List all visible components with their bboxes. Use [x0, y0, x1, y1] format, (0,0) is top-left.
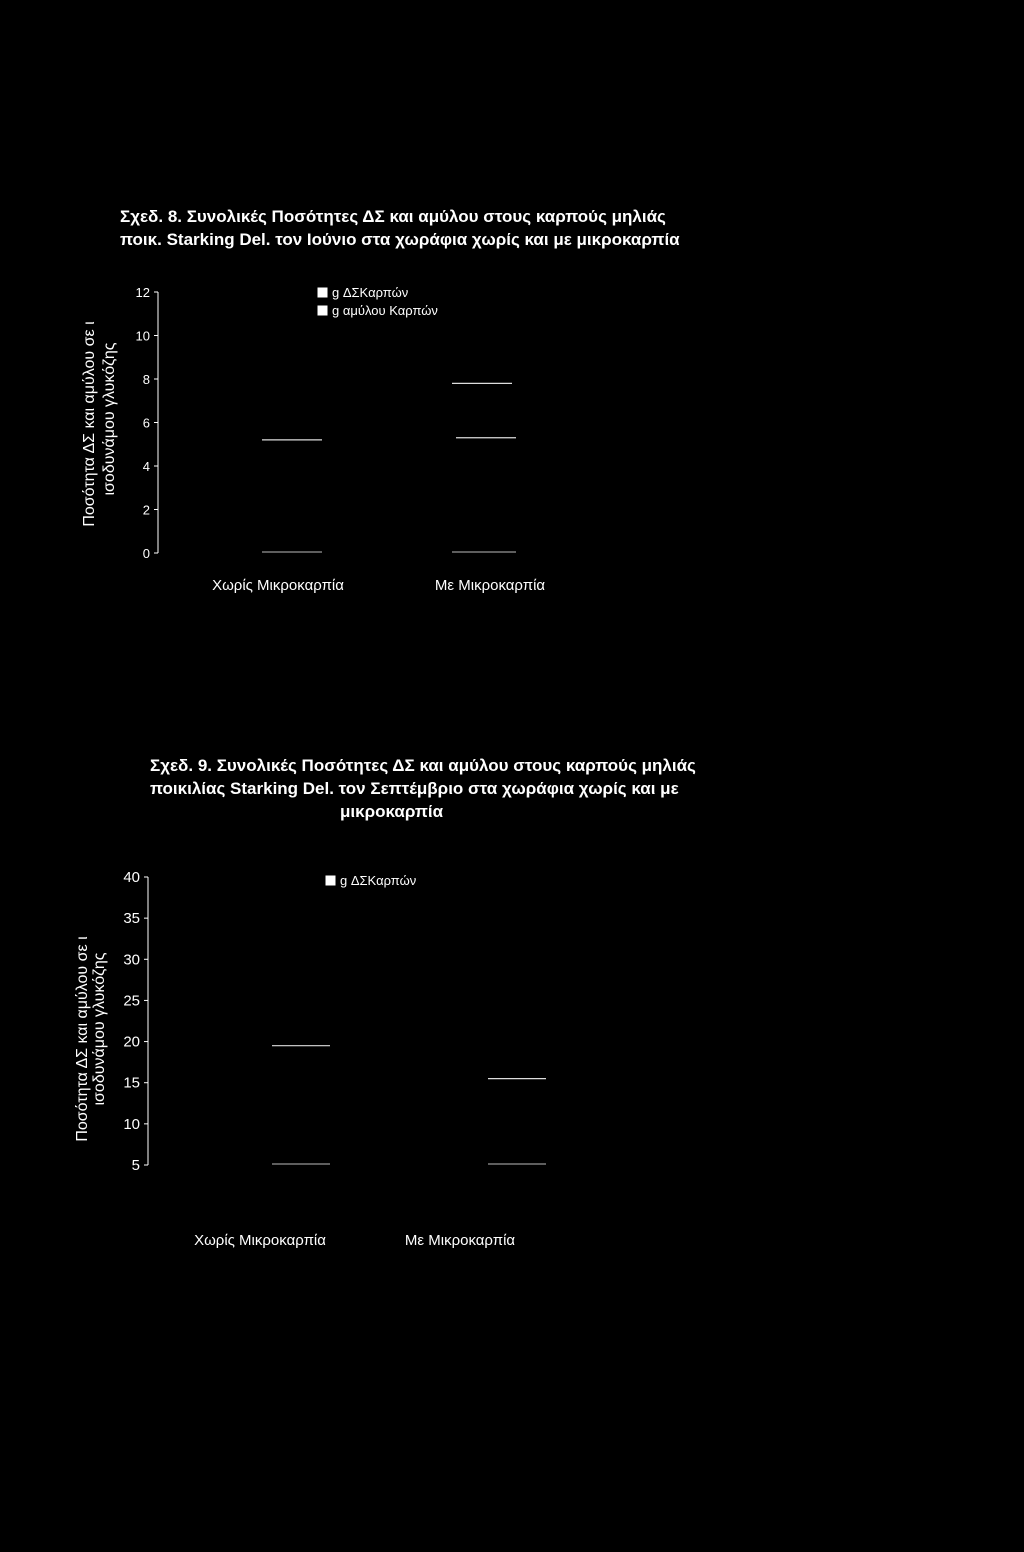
- chart1-tick-label: 6: [142, 415, 150, 431]
- chart2-tick-label: 20: [123, 1033, 140, 1051]
- chart1-ylabel-line1: Ποσότητα ΔΣ και αμύλου σε ι: [81, 321, 98, 527]
- chart2-title-line1: Σχεδ. 9. Συνολικές Ποσότητες ΔΣ και αμύλου στους καρπούς μηλιάς: [150, 756, 696, 775]
- chart1-tick-label: 12: [135, 285, 150, 300]
- chart1-title-line2: ποικ. Starking Del. τον Ιούνιο στα χωράφια χωρίς και με μικροκαρπία: [120, 230, 680, 249]
- chart1-tick-label: 4: [142, 459, 150, 474]
- chart2-tick-label: 40: [123, 869, 140, 886]
- chart1-ylabel-line2: ισοδυνάμου γλυκόζης: [101, 342, 118, 496]
- chart1-tick-label: 10: [135, 328, 150, 344]
- chart1-title-line1: Σχεδ. 8. Συνολικές Ποσότητες ΔΣ και αμύλου στους καρπούς μηλιάς: [120, 207, 666, 226]
- chart2-tick-label: 25: [123, 992, 140, 1010]
- chart1-legend-swatch: [318, 288, 327, 297]
- chart1-legend-label: g ΔΣΚαρπών: [332, 285, 409, 300]
- chart1-tick-label: 2: [142, 502, 150, 518]
- chart2-tick-label: 5: [131, 1157, 140, 1174]
- chart2-tick-label: 15: [123, 1074, 140, 1092]
- chart1-category-label: Χωρίς Μικροκαρπία: [212, 577, 344, 594]
- chart2-ylabel-line1: Ποσότητα ΔΣ και αμύλου σε ι: [74, 936, 91, 1142]
- chart2-title-line3: μικροκαρπία: [340, 802, 444, 821]
- chart2-tick-label: 10: [123, 1115, 140, 1133]
- chart2-title-line2: ποικιλίας Starking Del. τον Σεπτέμβριο στα χωράφια χωρίς και με: [150, 779, 679, 798]
- chart1-legend-swatch: [318, 306, 327, 315]
- chart2-ylabel-line2: ισοδυνάμου γλυκόζης: [91, 952, 108, 1106]
- chart2-tick-label: 35: [123, 910, 140, 928]
- chart2-category-label: Χωρίς Μικροκαρπία: [194, 1232, 326, 1249]
- chart1-legend-label: g αμύλου Καρπών: [332, 303, 438, 318]
- chart2-legend-swatch: [326, 876, 335, 885]
- chart1-category-label: Με Μικροκαρπία: [434, 577, 546, 594]
- chart1-tick-label: 0: [142, 546, 150, 561]
- chart2-legend-label: g ΔΣΚαρπών: [340, 873, 417, 888]
- chart2-category-label: Με Μικροκαρπία: [404, 1232, 516, 1249]
- chart2-tick-label: 30: [123, 951, 140, 969]
- chart1-tick-label: 8: [142, 372, 150, 387]
